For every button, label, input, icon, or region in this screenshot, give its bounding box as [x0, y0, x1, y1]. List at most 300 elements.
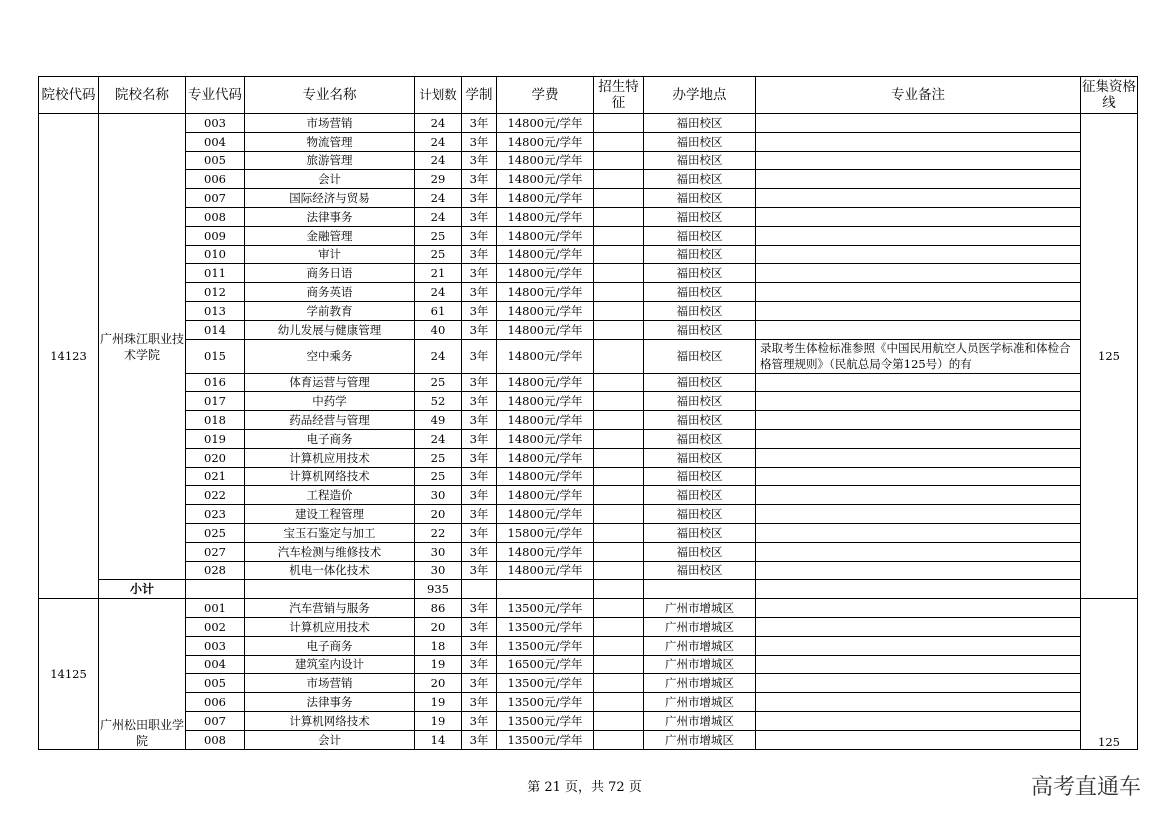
campus-location: 广州市增城区: [644, 730, 756, 749]
table-row: [39, 542, 1138, 561]
major-code: 012: [186, 283, 245, 302]
enroll-feature: [594, 523, 644, 542]
campus-location: 福田校区: [644, 245, 756, 264]
major-name: 市场营销: [245, 114, 415, 133]
major-name: 计算机网络技术: [245, 711, 415, 730]
enroll-feature: [594, 730, 644, 749]
major-code: 008: [186, 730, 245, 749]
campus-location: 广州市增城区: [644, 711, 756, 730]
tuition-fee: 14800元/学年: [497, 114, 594, 133]
plan-count: 25: [415, 448, 462, 467]
tuition-fee: 14800元/学年: [497, 207, 594, 226]
major-name: 会计: [245, 730, 415, 749]
school-name: 广州珠江职业技术学院: [99, 114, 186, 580]
campus-location: 广州市增城区: [644, 599, 756, 618]
table-row: [39, 132, 1138, 151]
campus-location: 福田校区: [644, 411, 756, 430]
study-years: 3年: [462, 730, 497, 749]
study-years: 3年: [462, 392, 497, 411]
tuition-fee: 14800元/学年: [497, 264, 594, 283]
header-school-name: 院校名称: [99, 77, 186, 114]
tuition-fee: 14800元/学年: [497, 505, 594, 524]
study-years: 3年: [462, 189, 497, 208]
study-years: 3年: [462, 114, 497, 133]
table-row: [39, 226, 1138, 245]
tuition-fee: 14800元/学年: [497, 226, 594, 245]
enroll-feature: [594, 429, 644, 448]
header-school-code: 院校代码: [39, 77, 99, 114]
enroll-feature: [594, 339, 644, 373]
tuition-fee: 14800元/学年: [497, 320, 594, 339]
plan-count: 20: [415, 674, 462, 693]
major-note: [756, 170, 1081, 189]
major-note: [756, 429, 1081, 448]
plan-count: 18: [415, 636, 462, 655]
tuition-fee: 16500元/学年: [497, 655, 594, 674]
major-code: 006: [186, 170, 245, 189]
major-name: 金融管理: [245, 226, 415, 245]
campus-location: 福田校区: [644, 561, 756, 580]
table-row: [39, 170, 1138, 189]
plan-count: 30: [415, 486, 462, 505]
major-note: [756, 448, 1081, 467]
major-name: 计算机应用技术: [245, 617, 415, 636]
campus-location: 广州市增城区: [644, 693, 756, 712]
header-row: [39, 77, 1138, 114]
major-code: 023: [186, 505, 245, 524]
tuition-fee: 13500元/学年: [497, 693, 594, 712]
major-note: [756, 320, 1081, 339]
major-code: 005: [186, 674, 245, 693]
header-fee: 学费: [497, 77, 594, 114]
enroll-feature: [594, 264, 644, 283]
header-line: 征集资格线: [1081, 77, 1138, 114]
plan-count: 24: [415, 339, 462, 373]
plan-count: 24: [415, 132, 462, 151]
table-row: [39, 283, 1138, 302]
school-code: 14125: [39, 599, 99, 749]
plan-count: 25: [415, 245, 462, 264]
tuition-fee: 14800元/学年: [497, 283, 594, 302]
major-code: 013: [186, 301, 245, 320]
study-years: 3年: [462, 448, 497, 467]
table-row: [39, 599, 1138, 618]
table-row: [39, 411, 1138, 430]
table-row: [39, 674, 1138, 693]
plan-count: 14: [415, 730, 462, 749]
major-note: [756, 542, 1081, 561]
plan-count: 24: [415, 207, 462, 226]
tuition-fee: 14800元/学年: [497, 151, 594, 170]
campus-location: 福田校区: [644, 283, 756, 302]
subtotal-empty: [462, 580, 497, 599]
major-name: 物流管理: [245, 132, 415, 151]
table-row: [39, 448, 1138, 467]
major-name: 计算机网络技术: [245, 467, 415, 486]
major-code: 015: [186, 339, 245, 373]
major-note: [756, 486, 1081, 505]
subtotal-label: 小计: [99, 580, 186, 599]
tuition-fee: 14800元/学年: [497, 301, 594, 320]
tuition-fee: 13500元/学年: [497, 711, 594, 730]
major-note: [756, 523, 1081, 542]
tuition-fee: 14800元/学年: [497, 448, 594, 467]
enroll-feature: [594, 674, 644, 693]
study-years: 3年: [462, 283, 497, 302]
subtotal-empty: [594, 580, 644, 599]
major-code: 002: [186, 617, 245, 636]
campus-location: 福田校区: [644, 226, 756, 245]
enroll-feature: [594, 207, 644, 226]
campus-location: 福田校区: [644, 392, 756, 411]
major-code: 006: [186, 693, 245, 712]
major-name: 机电一体化技术: [245, 561, 415, 580]
campus-location: 福田校区: [644, 429, 756, 448]
table-row: [39, 655, 1138, 674]
major-name: 药品经营与管理: [245, 411, 415, 430]
major-name: 体育运营与管理: [245, 373, 415, 392]
subtotal-empty: [644, 580, 756, 599]
tuition-fee: 13500元/学年: [497, 636, 594, 655]
tuition-fee: 14800元/学年: [497, 170, 594, 189]
major-code: 003: [186, 114, 245, 133]
major-note: [756, 132, 1081, 151]
major-name: 法律事务: [245, 693, 415, 712]
major-code: 016: [186, 373, 245, 392]
major-code: 005: [186, 151, 245, 170]
study-years: 3年: [462, 467, 497, 486]
tuition-fee: 13500元/学年: [497, 599, 594, 618]
table-row: [39, 320, 1138, 339]
enroll-feature: [594, 411, 644, 430]
major-name: 会计: [245, 170, 415, 189]
campus-location: 福田校区: [644, 189, 756, 208]
qualify-line: 125: [1081, 114, 1138, 599]
plan-count: 19: [415, 693, 462, 712]
major-name: 电子商务: [245, 429, 415, 448]
major-note: [756, 373, 1081, 392]
major-code: 008: [186, 207, 245, 226]
tuition-fee: 14800元/学年: [497, 245, 594, 264]
major-note: [756, 674, 1081, 693]
tuition-fee: 14800元/学年: [497, 132, 594, 151]
study-years: 3年: [462, 561, 497, 580]
header-major-code: 专业代码: [186, 77, 245, 114]
enroll-feature: [594, 505, 644, 524]
study-years: 3年: [462, 655, 497, 674]
school-code: 14123: [39, 114, 99, 599]
major-name: 汽车营销与服务: [245, 599, 415, 618]
tuition-fee: 14800元/学年: [497, 542, 594, 561]
enroll-feature: [594, 283, 644, 302]
table-row: [39, 636, 1138, 655]
campus-location: 广州市增城区: [644, 617, 756, 636]
major-note: [756, 693, 1081, 712]
campus-location: 福田校区: [644, 114, 756, 133]
major-code: 011: [186, 264, 245, 283]
major-name: 商务日语: [245, 264, 415, 283]
enroll-feature: [594, 226, 644, 245]
plan-count: 40: [415, 320, 462, 339]
major-note: [756, 617, 1081, 636]
table-row: [39, 339, 1138, 373]
major-code: 018: [186, 411, 245, 430]
plan-count: 86: [415, 599, 462, 618]
plan-count: 20: [415, 505, 462, 524]
campus-location: 福田校区: [644, 264, 756, 283]
enroll-feature: [594, 448, 644, 467]
major-code: 027: [186, 542, 245, 561]
study-years: 3年: [462, 542, 497, 561]
tuition-fee: 14800元/学年: [497, 189, 594, 208]
table-row: [39, 523, 1138, 542]
plan-count: 24: [415, 114, 462, 133]
enroll-feature: [594, 655, 644, 674]
major-code: 003: [186, 636, 245, 655]
table-row: [39, 301, 1138, 320]
study-years: 3年: [462, 373, 497, 392]
study-years: 3年: [462, 132, 497, 151]
enroll-feature: [594, 617, 644, 636]
major-name: 国际经济与贸易: [245, 189, 415, 208]
campus-location: 福田校区: [644, 467, 756, 486]
plan-count: 24: [415, 429, 462, 448]
major-note: [756, 411, 1081, 430]
major-name: 宝玉石鉴定与加工: [245, 523, 415, 542]
tuition-fee: 14800元/学年: [497, 467, 594, 486]
major-code: 004: [186, 132, 245, 151]
major-name: 幼儿发展与健康管理: [245, 320, 415, 339]
major-code: 019: [186, 429, 245, 448]
enroll-feature: [594, 170, 644, 189]
plan-count: 52: [415, 392, 462, 411]
enroll-feature: [594, 561, 644, 580]
enroll-feature: [594, 486, 644, 505]
enroll-feature: [594, 189, 644, 208]
major-note: [756, 189, 1081, 208]
plan-count: 24: [415, 189, 462, 208]
campus-location: 福田校区: [644, 170, 756, 189]
table-row: [39, 392, 1138, 411]
major-note: [756, 207, 1081, 226]
major-name: 法律事务: [245, 207, 415, 226]
plan-count: 25: [415, 467, 462, 486]
tuition-fee: 14800元/学年: [497, 392, 594, 411]
enroll-feature: [594, 636, 644, 655]
campus-location: 福田校区: [644, 301, 756, 320]
major-note: [756, 636, 1081, 655]
major-code: 009: [186, 226, 245, 245]
major-note: [756, 599, 1081, 618]
table-row: [39, 486, 1138, 505]
tuition-fee: 14800元/学年: [497, 373, 594, 392]
major-note: [756, 151, 1081, 170]
study-years: 3年: [462, 170, 497, 189]
table-row: [39, 151, 1138, 170]
enroll-feature: [594, 114, 644, 133]
tuition-fee: 15800元/学年: [497, 523, 594, 542]
study-years: 3年: [462, 226, 497, 245]
plan-count: 49: [415, 411, 462, 430]
campus-location: 福田校区: [644, 448, 756, 467]
major-note: [756, 467, 1081, 486]
study-years: 3年: [462, 674, 497, 693]
tuition-fee: 14800元/学年: [497, 561, 594, 580]
study-years: 3年: [462, 711, 497, 730]
plan-count: 19: [415, 655, 462, 674]
major-note: [756, 264, 1081, 283]
table-row: [39, 245, 1138, 264]
study-years: 3年: [462, 301, 497, 320]
major-code: 004: [186, 655, 245, 674]
table-row: [39, 207, 1138, 226]
table-row: [39, 467, 1138, 486]
enroll-feature: [594, 373, 644, 392]
enroll-feature: [594, 542, 644, 561]
study-years: 3年: [462, 693, 497, 712]
enroll-feature: [594, 132, 644, 151]
major-note: [756, 730, 1081, 749]
study-years: 3年: [462, 486, 497, 505]
tuition-fee: 14800元/学年: [497, 411, 594, 430]
subtotal-row: [39, 580, 1138, 599]
table-row: [39, 264, 1138, 283]
plan-count: 20: [415, 617, 462, 636]
campus-location: 福田校区: [644, 132, 756, 151]
major-name: 工程造价: [245, 486, 415, 505]
major-note: [756, 655, 1081, 674]
major-note: [756, 711, 1081, 730]
enroll-feature: [594, 693, 644, 712]
major-note: [756, 301, 1081, 320]
qualify-line: 125: [1081, 599, 1138, 749]
plan-count: 22: [415, 523, 462, 542]
study-years: 3年: [462, 523, 497, 542]
admission-table: [38, 76, 1138, 750]
study-years: 3年: [462, 320, 497, 339]
major-name: 旅游管理: [245, 151, 415, 170]
major-code: 028: [186, 561, 245, 580]
major-code: 020: [186, 448, 245, 467]
tuition-fee: 14800元/学年: [497, 486, 594, 505]
tuition-fee: 13500元/学年: [497, 674, 594, 693]
major-code: 007: [186, 189, 245, 208]
major-code: 007: [186, 711, 245, 730]
major-note: [756, 561, 1081, 580]
major-name: 空中乘务: [245, 339, 415, 373]
study-years: 3年: [462, 151, 497, 170]
plan-count: 24: [415, 283, 462, 302]
plan-count: 19: [415, 711, 462, 730]
watermark-logo: 高考直通车: [1030, 775, 1141, 800]
study-years: 3年: [462, 264, 497, 283]
campus-location: 福田校区: [644, 373, 756, 392]
campus-location: 福田校区: [644, 486, 756, 505]
major-name: 建筑室内设计: [245, 655, 415, 674]
tuition-fee: 13500元/学年: [497, 730, 594, 749]
plan-count: 29: [415, 170, 462, 189]
campus-location: 福田校区: [644, 151, 756, 170]
major-code: 025: [186, 523, 245, 542]
study-years: 3年: [462, 245, 497, 264]
enroll-feature: [594, 245, 644, 264]
study-years: 3年: [462, 411, 497, 430]
campus-location: 广州市增城区: [644, 674, 756, 693]
major-name: 电子商务: [245, 636, 415, 655]
table-row: [39, 114, 1138, 133]
table-row: [39, 711, 1138, 730]
header-years: 学制: [462, 77, 497, 114]
school-name: 广州松田职业学院: [99, 599, 186, 749]
major-name: 商务英语: [245, 283, 415, 302]
major-note: [756, 505, 1081, 524]
major-code: 010: [186, 245, 245, 264]
major-code: 001: [186, 599, 245, 618]
tuition-fee: 13500元/学年: [497, 617, 594, 636]
table-row: [39, 505, 1138, 524]
campus-location: 广州市增城区: [644, 636, 756, 655]
major-name: 中药学: [245, 392, 415, 411]
subtotal-empty: [245, 580, 415, 599]
study-years: 3年: [462, 207, 497, 226]
tuition-fee: 14800元/学年: [497, 429, 594, 448]
campus-location: 福田校区: [644, 505, 756, 524]
major-note: [756, 283, 1081, 302]
major-note: [756, 245, 1081, 264]
major-name: 汽车检测与维修技术: [245, 542, 415, 561]
header-feature: 招生特征: [594, 77, 644, 114]
enroll-feature: [594, 320, 644, 339]
major-code: 021: [186, 467, 245, 486]
major-code: 022: [186, 486, 245, 505]
header-location: 办学地点: [644, 77, 756, 114]
subtotal-empty: [186, 580, 245, 599]
enroll-feature: [594, 301, 644, 320]
table-row: [39, 189, 1138, 208]
header-note: 专业备注: [756, 77, 1081, 114]
major-note: [756, 114, 1081, 133]
campus-location: 广州市增城区: [644, 655, 756, 674]
plan-count: 21: [415, 264, 462, 283]
campus-location: 福田校区: [644, 207, 756, 226]
enroll-feature: [594, 392, 644, 411]
header-plan: 计划数: [415, 77, 462, 114]
plan-count: 25: [415, 373, 462, 392]
major-note: [756, 392, 1081, 411]
study-years: 3年: [462, 636, 497, 655]
study-years: 3年: [462, 429, 497, 448]
study-years: 3年: [462, 505, 497, 524]
campus-location: 福田校区: [644, 523, 756, 542]
plan-count: 24: [415, 151, 462, 170]
table-row: [39, 429, 1138, 448]
header-major-name: 专业名称: [245, 77, 415, 114]
table-row: [39, 617, 1138, 636]
plan-count: 61: [415, 301, 462, 320]
campus-location: 福田校区: [644, 339, 756, 373]
major-name: 学前教育: [245, 301, 415, 320]
campus-location: 福田校区: [644, 320, 756, 339]
table-row: [39, 561, 1138, 580]
major-name: 审计: [245, 245, 415, 264]
table-row: [39, 730, 1138, 749]
subtotal-empty: [497, 580, 594, 599]
study-years: 3年: [462, 339, 497, 373]
study-years: 3年: [462, 617, 497, 636]
campus-location: 福田校区: [644, 542, 756, 561]
plan-count: 30: [415, 542, 462, 561]
subtotal-empty: [756, 580, 1081, 599]
